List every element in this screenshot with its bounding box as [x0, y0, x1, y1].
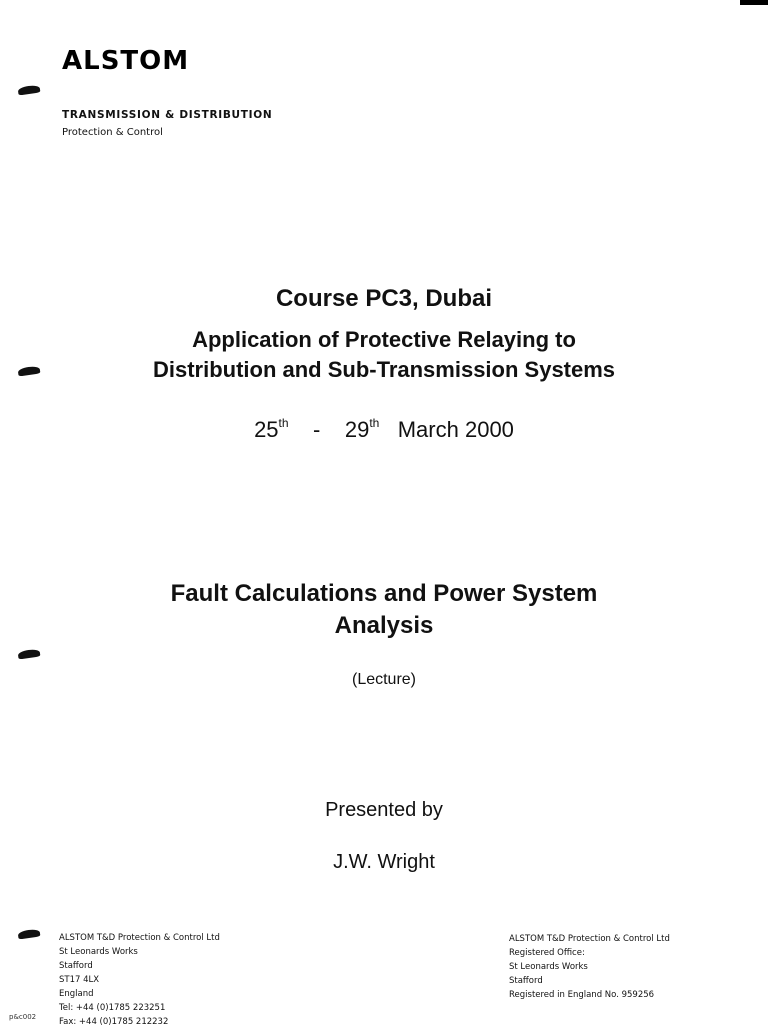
alstom-logo: ALSTOM: [62, 46, 190, 76]
lecture-title: [0, 578, 768, 643]
document-code: p&c002: [9, 1013, 37, 1021]
application-title-line-2: Distribution and Sub-Transmission Systems: [152, 356, 616, 382]
footer-left-line: ALSTOM T&D Protection & Control Ltd: [59, 933, 220, 943]
presented-by-label: Presented by: [325, 799, 443, 821]
footer-left-line: England: [59, 989, 94, 999]
footer-left-line: Fax: +44 (0)1785 212232: [59, 1017, 169, 1027]
punch-hole-mark: [18, 649, 41, 660]
brand-division: Protection & Control: [62, 127, 163, 138]
footer-right-line: Stafford: [509, 976, 543, 986]
footer-right-line: Registered Office:: [509, 948, 585, 958]
application-title-line-1: Application of Protective Relaying to: [192, 327, 576, 352]
corner-black-mark: [740, 0, 768, 5]
end-day-suffix: th: [369, 415, 380, 430]
footer-right-address: [509, 932, 670, 1002]
date-separator: -: [313, 417, 321, 442]
course-dates: [0, 415, 768, 442]
brand-subtitle: TRANSMISSION & DISTRIBUTION: [62, 109, 273, 121]
punch-hole-mark: [18, 85, 41, 96]
footer-right-line: St Leonards Works: [509, 962, 588, 972]
lecture-title-line-1: Fault Calculations and Power System: [170, 580, 598, 607]
footer-left-line: Tel: +44 (0)1785 223251: [59, 1003, 166, 1013]
lecture-type: (Lecture): [351, 671, 417, 688]
footer-left-line: St Leonards Works: [59, 947, 138, 957]
start-day-suffix: th: [278, 415, 289, 430]
footer-left-address: [59, 931, 220, 1029]
footer-right-line: Registered in England No. 959256: [509, 990, 655, 1000]
end-day: 29: [344, 417, 370, 442]
footer-left-line: Stafford: [59, 961, 93, 971]
month-year: March 2000: [397, 417, 514, 442]
footer-left-line: ST17 4LX: [59, 975, 100, 985]
lecture-title-line-2: Analysis: [334, 612, 434, 640]
presenter-name: J.W. Wright: [333, 851, 435, 873]
application-title: [0, 325, 768, 384]
punch-hole-mark: [18, 929, 41, 940]
footer-right-line: ALSTOM T&D Protection & Control Ltd: [509, 934, 670, 944]
start-day: 25: [254, 417, 279, 442]
course-title: Course PC3, Dubai: [275, 285, 493, 312]
